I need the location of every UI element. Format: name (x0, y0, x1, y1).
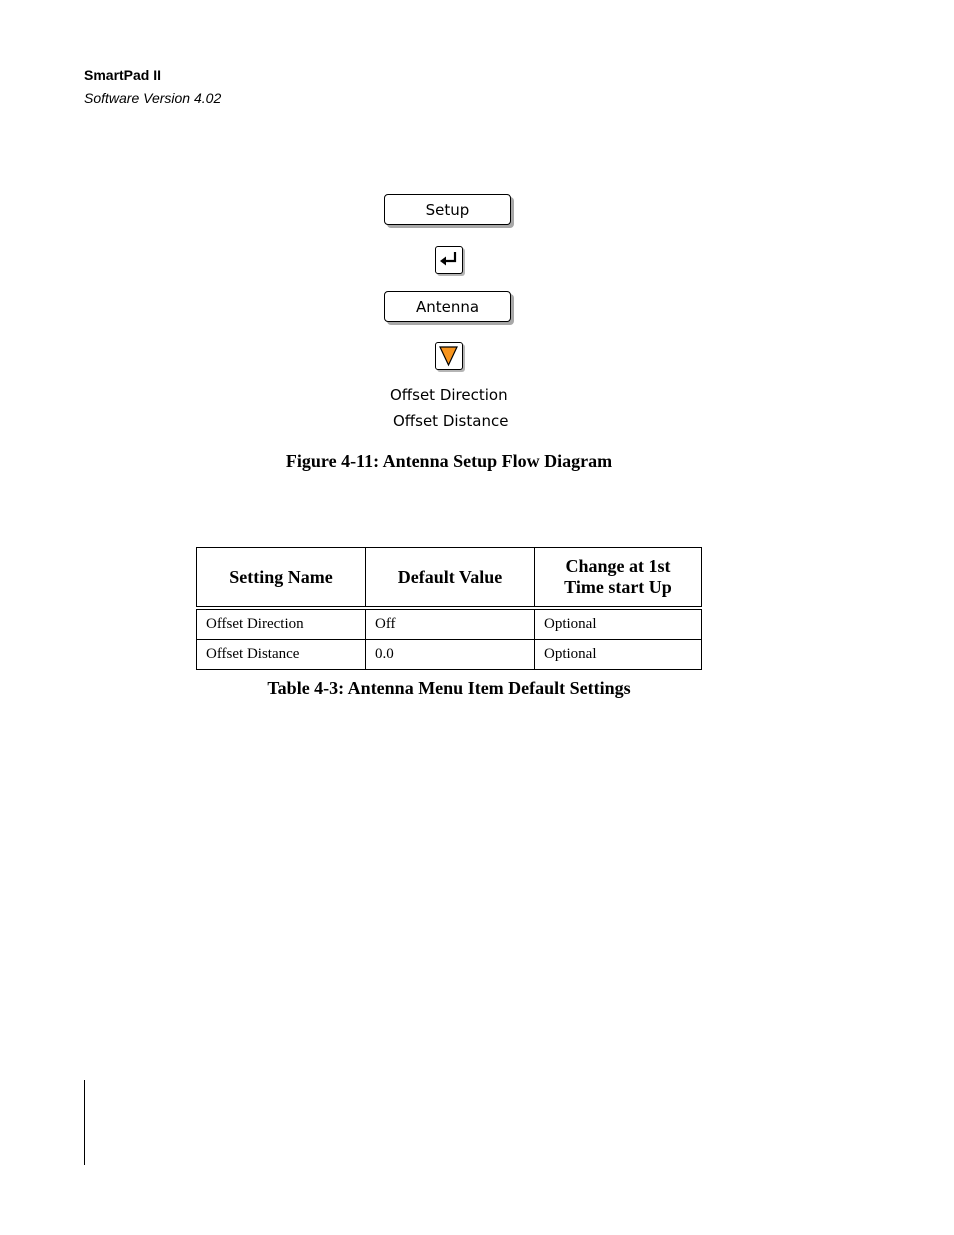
table-row (197, 640, 702, 670)
header-change-at-first-startup: Change at 1st Time start Up (535, 548, 702, 609)
table-cell: 0.0 (366, 640, 535, 670)
header-default-value: Default Value (366, 548, 535, 609)
antenna-menu-box (384, 291, 511, 322)
flow-item-offset-direction: Offset Direction (390, 386, 508, 404)
antenna-settings-table (196, 547, 702, 670)
antenna-label: Antenna (415, 297, 480, 316)
table-cell: Off (366, 608, 535, 640)
table-cell: Optional (535, 640, 702, 670)
down-arrow-key-icon (435, 342, 463, 370)
software-version: Software Version 4.02 (84, 90, 222, 106)
figure-caption: Figure 4-11: Antenna Setup Flow Diagram (285, 451, 613, 471)
setup-label: Setup (425, 200, 470, 219)
table-cell: Optional (535, 608, 702, 640)
table-caption: Table 4-3: Antenna Menu Item Default Settings (267, 678, 631, 698)
table-cell: Offset Distance (197, 640, 366, 670)
enter-key-icon (435, 246, 463, 274)
table-cell: Offset Direction (197, 608, 366, 640)
flow-item-offset-distance: Offset Distance (393, 412, 509, 430)
header-setting-name: Setting Name (197, 548, 366, 609)
table-row (197, 608, 702, 640)
margin-change-bar (84, 1080, 85, 1165)
document-title: SmartPad II (84, 67, 162, 83)
table-header-row (197, 548, 702, 609)
setup-menu-box (384, 194, 511, 225)
